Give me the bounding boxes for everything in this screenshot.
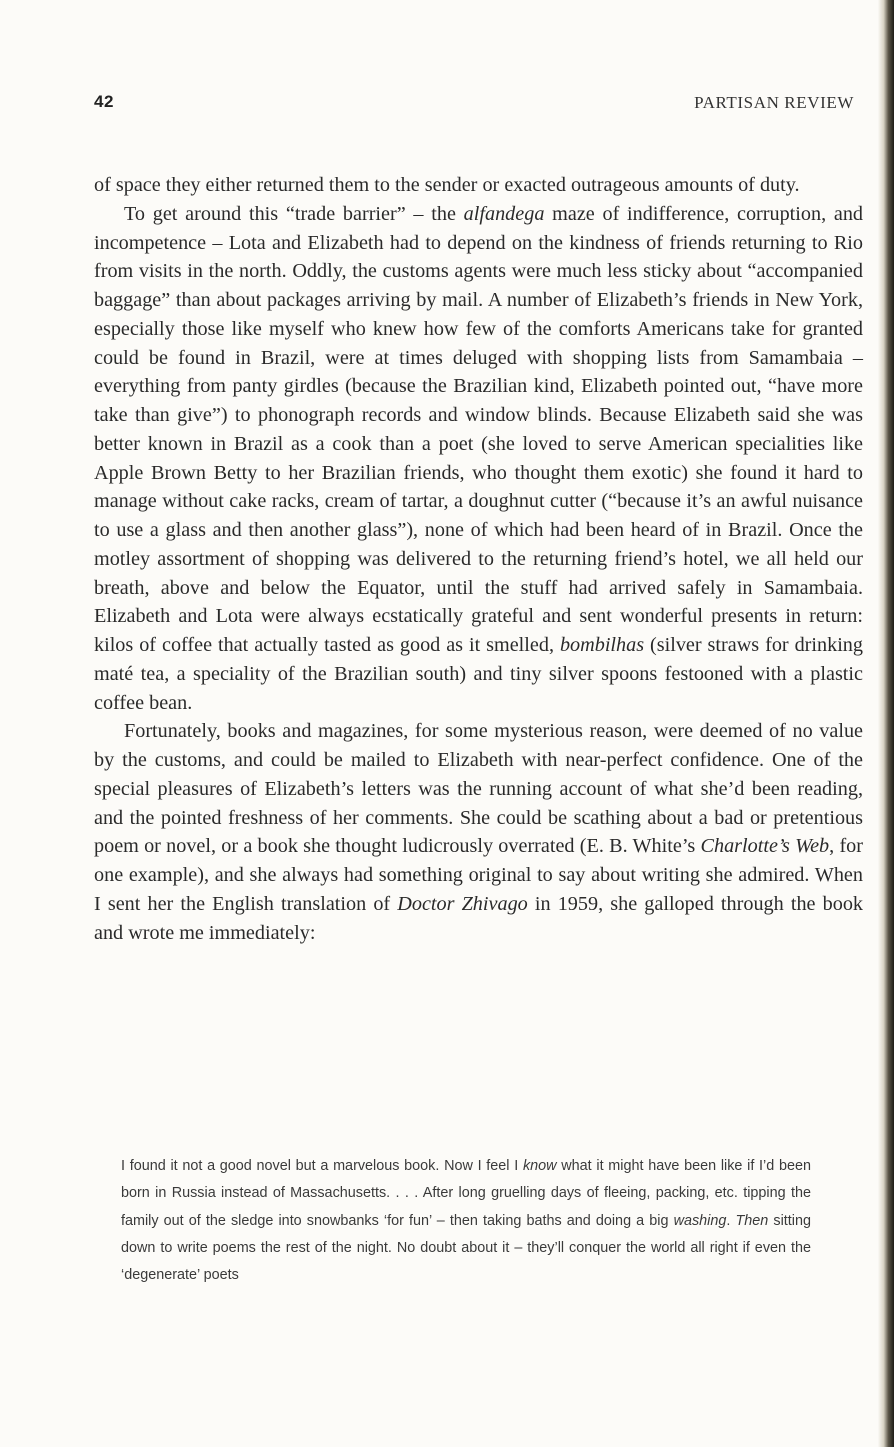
- text-run: Fortunately, books and magazines, for some mysterious reason, were deemed of no value by the customs, and could be mailed to Elizabeth with near-perfect confidence. One of the special pleasures of Elizabeth’s letters was the running account of what she’d been reading, and the pointed freshness of her comments. She could be scathing about a bad or pretentious poem or novel, or a book she thought ludicrously overrated (E. B. White’s: [94, 720, 863, 858]
- page-number: 42: [94, 92, 114, 111]
- body-text: [94, 171, 863, 947]
- running-head: PARTISAN REVIEW: [694, 93, 854, 112]
- italic-text: Then: [735, 1212, 769, 1229]
- paragraph: [94, 171, 863, 200]
- italic-text: alfandega: [463, 202, 545, 225]
- italic-text: washing: [673, 1212, 727, 1229]
- text-run: .: [726, 1212, 736, 1229]
- quote-paragraph: [121, 1153, 811, 1289]
- letter-quote: [121, 1153, 811, 1289]
- paragraph: [94, 717, 863, 947]
- text-run: , for one example), and she always had something original to say about writing she admired. When I sent her the English translation of: [94, 835, 863, 915]
- text-run: what it might have been like if I’d been born in Russia instead of Massachusetts. . . . After long gruelling days of fleeing, packing, etc. tipping the family out of the sledge into snowbanks ‘for fun’ – then taking baths and doing a big: [121, 1158, 811, 1229]
- text-run: To get around this “trade barrier” – the: [124, 202, 464, 225]
- text-run: sitting down to write poems the rest of the night. No doubt about it – they’ll conquer the world all right if even the ‘degenerate’ poets: [121, 1212, 812, 1284]
- text-run: (silver straws for drinking maté tea, a speciality of the Brazilian south) and tiny silver spoons festooned with a plastic coffee bean.: [94, 634, 863, 714]
- text-run: in 1959, she galloped through the book and wrote me immediately:: [94, 892, 864, 944]
- italic-text: Charlotte’s Web: [700, 835, 830, 858]
- text-run: of space they either returned them to the sender or exacted outrageous amounts of duty.: [94, 174, 800, 196]
- italic-text: Doctor Zhivago: [397, 892, 528, 915]
- italic-text: know: [522, 1158, 557, 1174]
- text-run: I found it not a good novel but a marvelous book. Now I feel I: [121, 1158, 523, 1174]
- paragraph: [94, 200, 863, 718]
- text-run: maze of indifference, corruption, and incompetence – Lota and Elizabeth had to depend on the kindness of friends returning to Rio from visits in the north. Oddly, the customs agents were much less sticky about “accompanied baggage” than about packages arriving by mail. A number of Elizabeth’s friends in New York, especially those like myself who knew how few of the comforts Americans take for granted could be found in Brazil, were at times deluged with shopping lists from Samambaia – everything from panty girdles (because the Brazilian kind, Elizabeth pointed out, “have more take than give”) to phonograph records and window blinds. Because Elizabeth said she was better known in Brazil as a cook than a poet (she loved to serve American specialities like Apple Brown Betty to her Brazilian friends, who thought them exotic) she found it hard to manage without cake racks, cream of tartar, a doughnut cutter (“because it’s an awful nuisance to use a glass and then another glass”), none of which had been heard of in Brazil. Once the motley assortment of shopping was delivered to the returning friend’s hotel, we all held our breath, above and below the Equator, until the stuff had arrived safely in Samambaia. Elizabeth and Lota were always ecstatically grateful and sent wonderful presents in return: kilos of coffee that actually tasted as good as it smelled,: [94, 202, 864, 656]
- italic-text: bombilhas: [559, 634, 645, 656]
- book-spine-shadow: [878, 0, 894, 1447]
